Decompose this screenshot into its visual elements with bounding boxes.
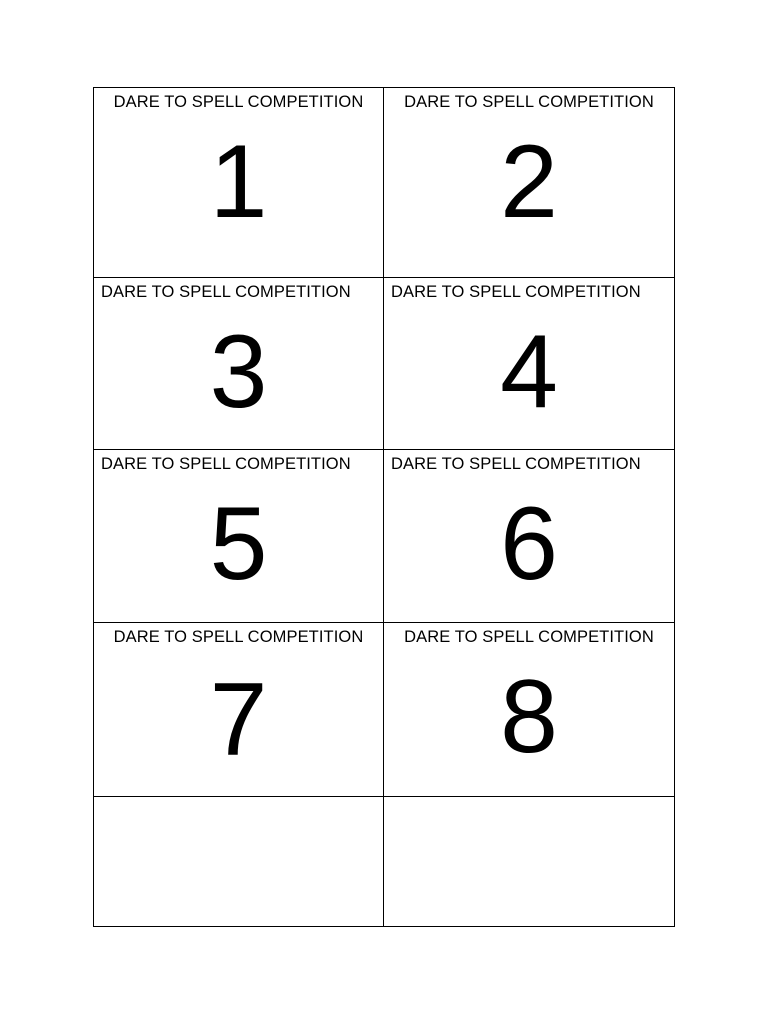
card-number: 6	[500, 486, 558, 602]
card-number: 2	[500, 124, 558, 240]
card-cell	[94, 623, 384, 796]
card-title: DARE TO SPELL COMPETITION	[391, 283, 641, 301]
card-row	[94, 622, 674, 796]
empty-cell	[94, 797, 384, 926]
empty-cell	[384, 797, 674, 926]
card-row-empty	[94, 796, 674, 926]
card-row	[94, 88, 674, 278]
card-cell	[94, 450, 384, 623]
card-number: 4	[500, 314, 558, 430]
card-title: DARE TO SPELL COMPETITION	[404, 628, 654, 646]
card-number: 1	[209, 124, 268, 240]
card-cell	[384, 623, 674, 796]
card-title: DARE TO SPELL COMPETITION	[113, 628, 364, 646]
card-cell	[384, 278, 674, 450]
card-cell	[94, 278, 384, 450]
card-cell	[384, 450, 674, 623]
card-number: 8	[500, 659, 558, 775]
card-number: 5	[209, 486, 268, 602]
card-title: DARE TO SPELL COMPETITION	[391, 455, 641, 473]
card-table	[93, 87, 675, 927]
card-number: 3	[209, 314, 268, 430]
card-cell	[94, 88, 384, 278]
card-title: DARE TO SPELL COMPETITION	[404, 93, 654, 111]
card-title: DARE TO SPELL COMPETITION	[101, 455, 351, 473]
card-row	[94, 449, 674, 623]
card-row	[94, 277, 674, 450]
card-cell	[384, 88, 674, 278]
card-number: 7	[209, 662, 268, 778]
card-title: DARE TO SPELL COMPETITION	[113, 93, 364, 111]
card-title: DARE TO SPELL COMPETITION	[101, 283, 351, 301]
